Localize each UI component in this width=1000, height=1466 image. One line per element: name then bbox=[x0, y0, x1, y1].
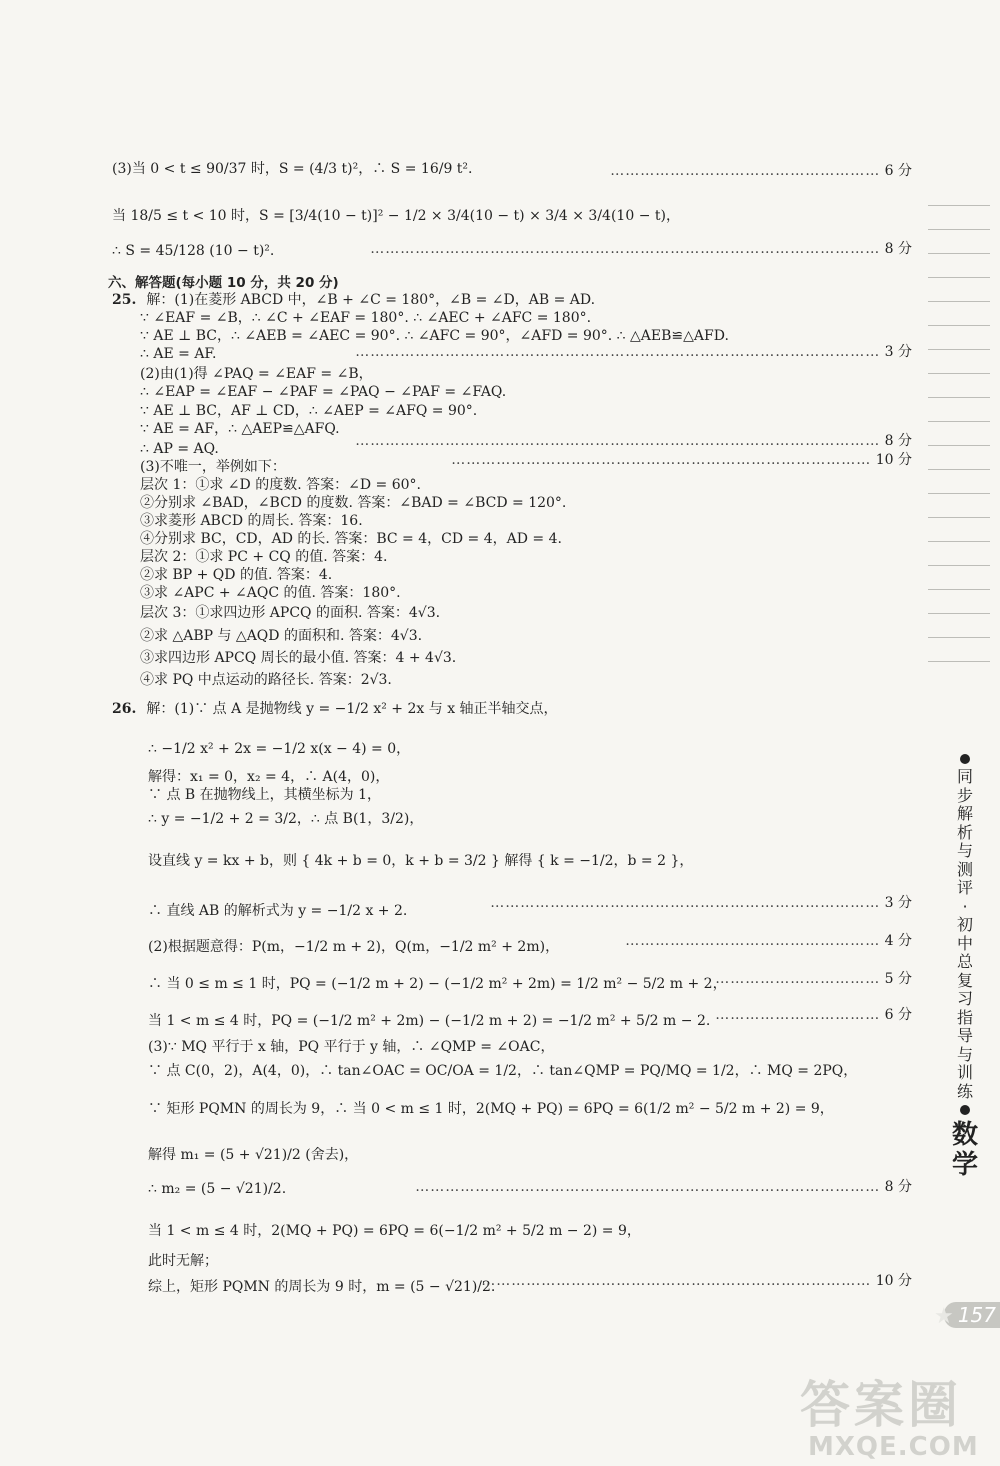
solution-line: ∵ AE ⊥ BC，AF ⊥ CD，∴ ∠AEP = ∠AFQ = 90°. bbox=[140, 403, 478, 419]
solution-line: 层次 3：①求四边形 APCQ 的面积. 答案：4√3. bbox=[140, 605, 441, 621]
solution-line: (2)根据题意得：P(m，−1/2 m + 2)，Q(m，−1/2 m² + 2m)， bbox=[148, 939, 560, 955]
solution-line: ∴ ∠EAP = ∠EAF − ∠PAF = ∠PAQ − ∠PAF = ∠FAQ. bbox=[140, 384, 507, 400]
series-title: 同 步 解 析 与 测 评 · 初 中 总 复 习 指 导 与 训 练 bbox=[956, 767, 973, 1101]
subject-label: 数 学 bbox=[951, 1120, 978, 1180]
score-marker: …………………………………………………………………… 3 分 bbox=[490, 895, 912, 911]
solution-line: ∴ y = −1/2 + 2 = 3/2，∴ 点 B(1，3/2)， bbox=[148, 811, 424, 827]
solution-line: ∴ AE = AF. bbox=[140, 346, 217, 362]
score-marker: ……………………………………………… 6 分 bbox=[610, 163, 912, 179]
solution-line: ∴ S = 45/128 (10 − t)². bbox=[112, 243, 275, 259]
score-marker: …………………………………………… 4 分 bbox=[625, 933, 912, 949]
solution-line: ④求 PQ 中点运动的路径长. 答案：2√3. bbox=[140, 672, 392, 688]
solution-line: ∴ AP = AQ. bbox=[140, 441, 219, 457]
solution-line: 26. 解：(1)∵ 点 A 是抛物线 y = −1/2 x² + 2x 与 x 轴正半轴交点， bbox=[112, 701, 558, 717]
solution-line: ∴ −1/2 x² + 2x = −1/2 x(x − 4) = 0， bbox=[148, 741, 411, 757]
solution-line: ④分别求 BC，CD，AD 的长. 答案：BC = 4，CD = 4，AD = 4. bbox=[140, 531, 562, 547]
bullet-icon bbox=[960, 754, 970, 764]
score-marker: ………………………………………………………………………… 10 分 bbox=[451, 452, 912, 468]
score-marker: ………………………………………………………………………………………… 8 分 bbox=[370, 241, 912, 257]
series-sidebar bbox=[948, 750, 982, 1119]
score-marker: …………………………………………………………………………………………… 3 分 bbox=[355, 344, 912, 360]
score-marker: ………………………………………………………………………………… 8 分 bbox=[415, 1179, 912, 1195]
solution-line: 当 1 < m ≤ 4 时，2(MQ + PQ) = 6PQ = 6(−1/2 m² + 5/2 m − 2) = 9， bbox=[148, 1223, 641, 1239]
solution-line: ③求四边形 APCQ 周长的最小值. 答案：4 + 4√3. bbox=[140, 650, 457, 666]
solution-line: 层次 2：①求 PC + CQ 的值. 答案：4. bbox=[140, 549, 388, 565]
solution-line: (3)不唯一，举例如下： bbox=[140, 459, 286, 475]
page-number: ★ 157 bbox=[944, 1302, 1000, 1328]
watermark-logo: 答案圈 MXQE.COM bbox=[800, 1376, 979, 1462]
solution-line: 当 18/5 ≤ t < 10 时，S = [3/4(10 − t)]² − 1/2 × 3/4(10 − t) × 3/4 × 3/4(10 − t)， bbox=[112, 208, 680, 224]
star-icon: ★ bbox=[934, 1304, 954, 1329]
solution-line: ∵ ∠EAF = ∠B，∴ ∠C + ∠EAF = 180°. ∴ ∠AEC + ∠AFC = 180°. bbox=[140, 310, 592, 326]
solution-line: ②分别求 ∠BAD，∠BCD 的度数. 答案：∠BAD = ∠BCD = 120°. bbox=[140, 495, 567, 511]
score-marker: …………………………… 5 分 bbox=[715, 971, 912, 987]
bullet-icon bbox=[960, 1105, 970, 1115]
solution-line: 此时无解； bbox=[148, 1253, 218, 1269]
solution-line: 解得 m₁ = (5 + √21)/2 (舍去)， bbox=[148, 1147, 359, 1163]
solution-line: ②求 BP + QD 的值. 答案：4. bbox=[140, 567, 333, 583]
solution-line: (3)∵ MQ 平行于 x 轴，PQ 平行于 y 轴，∴ ∠QMP = ∠OAC， bbox=[148, 1039, 555, 1055]
solution-line: ∵ 点 B 在抛物线上，其横坐标为 1， bbox=[148, 787, 381, 803]
solution-line: 25. 解：(1)在菱形 ABCD 中，∠B + ∠C = 180°，∠B = ∠D，AB = AD. bbox=[112, 292, 596, 308]
solution-line: (2)由(1)得 ∠PAQ = ∠EAF = ∠B， bbox=[140, 366, 373, 382]
solution-line: ∴ m₂ = (5 − √21)/2. bbox=[148, 1181, 287, 1197]
note-lines bbox=[928, 205, 990, 685]
solution-line: ∴ 直线 AB 的解析式为 y = −1/2 x + 2. bbox=[148, 903, 408, 919]
score-marker: …………………………… 6 分 bbox=[715, 1007, 912, 1023]
problem-number-25: 25. bbox=[112, 292, 137, 308]
solution-line: 层次 1：①求 ∠D 的度数. 答案：∠D = 60°. bbox=[140, 477, 421, 493]
solution-line: ②求 △ABP 与 △AQD 的面积和. 答案：4√3. bbox=[140, 628, 423, 644]
solution-line: ③求 ∠APC + ∠AQC 的值. 答案：180°. bbox=[140, 585, 401, 601]
solution-line: ∵ AE ⊥ BC，∴ ∠AEB = ∠AEC = 90°. ∴ ∠AFC = 90°，∠AFD = 90°. ∴ △AEB≌△AFD. bbox=[140, 328, 729, 344]
solution-line: ③求菱形 ABCD 的周长. 答案：16. bbox=[140, 513, 363, 529]
section-heading: 六、解答题(每小题 10 分，共 20 分) bbox=[108, 275, 339, 291]
score-marker: …………………………………………………………………………………………… 8 分 bbox=[355, 433, 912, 449]
solution-line: ∵ 点 C(0，2)，A(4，0)，∴ tan∠OAC = OC/OA = 1/2，∴ tan∠QMP = PQ/MQ = 1/2，∴ MQ = 2PQ， bbox=[148, 1063, 858, 1079]
solution-line: 设直线 y = kx + b，则 { 4k + b = 0，k + b = 3/2 } 解得 { k = −1/2，b = 2 }， bbox=[148, 853, 694, 869]
solution-line: ∵ AE = AF，∴ △AEP≌△AFQ. bbox=[140, 421, 340, 437]
solution-line: ∴ 当 0 ≤ m ≤ 1 时，PQ = (−1/2 m + 2) − (−1/2 m² + 2m) = 1/2 m² − 5/2 m + 2， bbox=[148, 976, 727, 992]
score-marker: …………………………………………………………………… 10 分 bbox=[481, 1273, 912, 1289]
solution-line: (3)当 0 < t ≤ 90/37 时，S = (4/3 t)²，∴ S = 16/9 t². bbox=[112, 161, 473, 177]
solution-line: ∵ 矩形 PQMN 的周长为 9，∴ 当 0 < m ≤ 1 时，2(MQ + PQ) = 6PQ = 6(1/2 m² − 5/2 m + 2) = 9， bbox=[148, 1101, 834, 1117]
solution-line: 当 1 < m ≤ 4 时，PQ = (−1/2 m² + 2m) − (−1/2 m + 2) = −1/2 m² + 5/2 m − 2. bbox=[148, 1013, 711, 1029]
solution-line: 解得：x₁ = 0，x₂ = 4，∴ A(4，0)， bbox=[148, 769, 390, 785]
solution-line: 综上，矩形 PQMN 的周长为 9 时，m = (5 − √21)/2. bbox=[148, 1279, 496, 1295]
problem-number-26: 26. bbox=[112, 701, 137, 717]
